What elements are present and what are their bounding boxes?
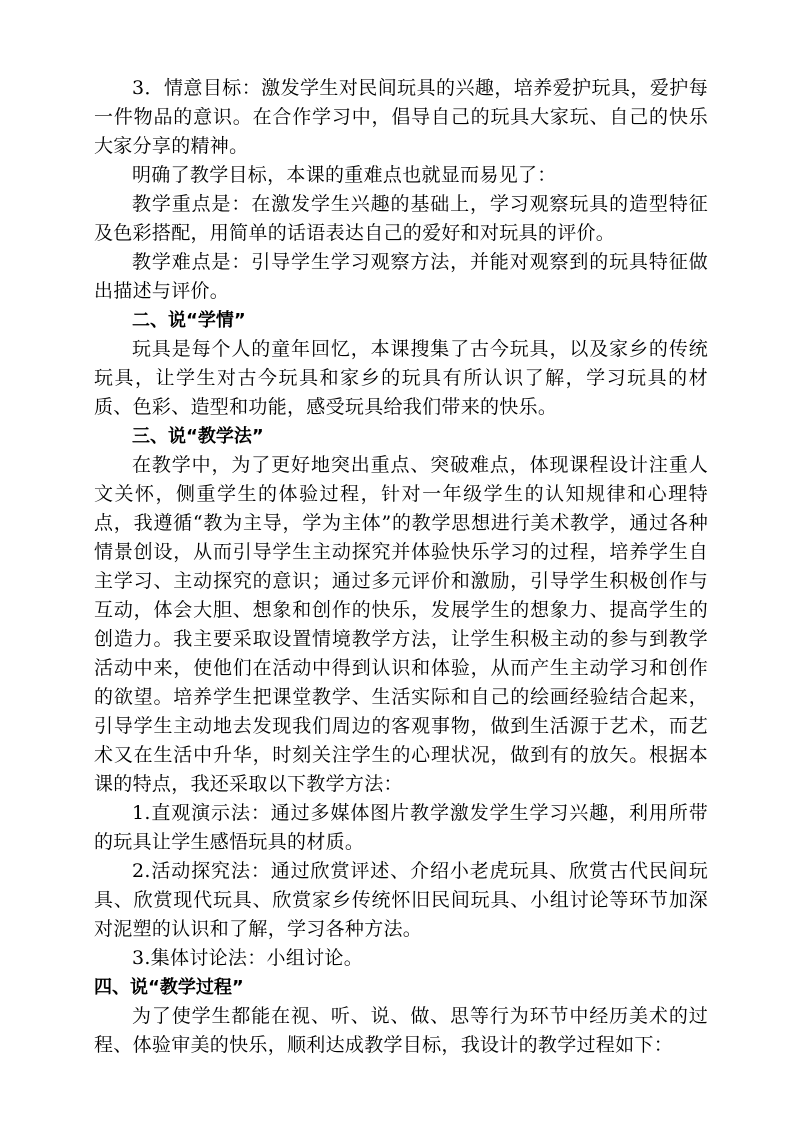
paragraph-affective-goal: 3．情意目标：激发学生对民间玩具的兴趣，培养爱护玩具，爱护每一件物品的意识。在合作学习中，倡导自己的玩具大家玩、自己的快乐大家分享的精神。 — [94, 77, 708, 157]
section-heading-teaching-method: 三、说“教学法” — [132, 426, 264, 447]
section-heading-teaching-process: 四、说“教学过程” — [94, 977, 244, 998]
paragraph-key-points-intro: 明确了教学目标，本课的重难点也就显而易见了： — [132, 164, 557, 186]
section-heading-learning-situation: 二、说“学情” — [132, 310, 246, 331]
paragraph-teaching-method: 在教学中，为了更好地突出重点、突破难点，体现课程设计注重人文关怀，侧重学生的体验过程，针对一年级学生的认知规律和心理特点，我遵循“教为主导，学为主体”的教学思想进行美术教学，通过各种情景创设，从而引导学生主动探究并体验快乐学习的过程，培养学生自主学习、主动探究的意识；通过多元评价和激励，引导学生积极创作与互动，体会大胆、想象和创作的快乐，发展学生的想象力、提高学生的创造力。我主要采取设置情境教学方法，让学生积极主动的参与到教学活动中来，使他们在活动中得到认识和体验，从而产生主动学习和创作的欲望。培养学生把课堂教学、生活实际和自己的绘画经验结合起来，引导学生主动地去发现我们周边的客观事物，做到生活源于艺术，而艺术又在生活中升华，时刻关注学生的心理状况，做到有的放矢。根据本课的特点，我还采取以下教学方法： — [94, 454, 708, 795]
paragraph-teaching-focus: 教学重点是：在激发学生兴趣的基础上，学习观察玩具的造型特征及色彩搭配，用简单的话语表达自己的爱好和对玩具的评价。 — [94, 193, 708, 244]
paragraph-method-activity: 2.活动探究法：通过欣赏评述、介绍小老虎玩具、欣赏古代民间玩具、欣赏现代玩具、欣赏家乡传统怀旧民间玩具、小组讨论等环节加深对泥塑的认识和了解，学习各种方法。 — [94, 860, 708, 940]
paragraph-method-demonstration: 1.直观演示法：通过多媒体图片教学激发学生学习兴趣，利用所带的玩具让学生感悟玩具的材质。 — [94, 802, 708, 853]
document-page — [94, 74, 708, 1060]
paragraph-teaching-process: 为了使学生都能在视、听、说、做、思等行为环节中经历美术的过程、体验审美的快乐，顺利达成教学目标，我设计的教学过程如下： — [94, 1005, 708, 1056]
paragraph-learning-situation: 玩具是每个人的童年回忆，本课搜集了古今玩具，以及家乡的传统玩具，让学生对古今玩具和家乡的玩具有所认识了解，学习玩具的材质、色彩、造型和功能，感受玩具给我们带来的快乐。 — [94, 338, 708, 418]
paragraph-method-discussion: 3.集体讨论法：小组讨论。 — [132, 947, 364, 969]
paragraph-teaching-difficulty: 教学难点是：引导学生学习观察方法，并能对观察到的玩具特征做出描述与评价。 — [94, 251, 708, 302]
